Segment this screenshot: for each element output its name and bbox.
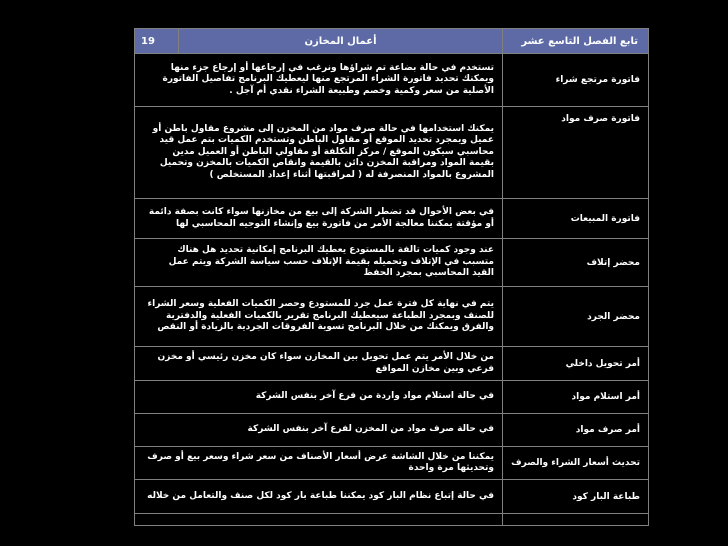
row-term: محضر إتلاف	[503, 239, 649, 287]
row-description: في حالة إتباع نظام البار كود يمكننا طباعة بار كود لكل صنف والتعامل من خلاله	[135, 480, 503, 514]
row-description: عند وجود كميات تالفة بالمستودع يعطيك البرنامج إمكانية تحديد هل هناك متسبب في الإتلاف وتحميله بقيمة الإتلاف حسب سياسة الشركة ويتم عمل القيد المحاسبي بمجرد الحفظ	[135, 239, 503, 287]
table-row	[135, 287, 649, 347]
table-row	[135, 414, 649, 447]
document-table	[134, 28, 649, 526]
empty-cell	[503, 514, 649, 526]
chapter-title: تابع الفصل التاسع عشر	[503, 29, 649, 54]
row-description: تستخدم في حالة بضاعة تم شراؤها ونرغب في إرجاعها أو إرجاع جزء منها ويمكنك تحديد فاتورة الشراء المرتجع منها ليعطيك البرنامج تفاصيل الفاتورة الأصلية من سعر وكمية وخصم وطبيعة الشراء نقدي أم آجل .	[135, 54, 503, 107]
empty-row	[135, 514, 649, 526]
table-row	[135, 381, 649, 414]
row-term: أمر تحويل داخلي	[503, 347, 649, 381]
row-term: تحديث أسعار الشراء والصرف	[503, 447, 649, 480]
section-title: أعمال المخازن	[179, 29, 503, 54]
empty-cell	[135, 514, 503, 526]
row-description: من خلال الأمر يتم عمل تحويل بين المخازن سواء كان مخزن رئيسي أو مخزن فرعي وبين مخازن المواقع	[135, 347, 503, 381]
row-term: فاتورة صرف مواد	[503, 107, 649, 199]
table-row	[135, 447, 649, 480]
row-term: محضر الجرد	[503, 287, 649, 347]
row-term: فاتورة المبيعات	[503, 199, 649, 239]
row-description: يمكنك استخدامها في حالة صرف مواد من المخزن إلى مشروع مقاول باطن أو عميل ويمجرد تحديد الموقع أو مقاول الباطن وتستخدم الكميات بتم عمل قيد محاسبي سيكون الموقع / مركز التكلفة أو مقاولي الباطن أو العميل مدين بقيمة المواد ومراقبة المخزن دائن بالقيمة وانقاص الكميات بالمخزن وتحميل المشروع بالمواد المنصرفة له ( لمراقبتها أثناء إعداد المستخلص )	[135, 107, 503, 199]
table-row	[135, 480, 649, 514]
row-description: في بعض الأحوال قد تضطر الشركة إلى بيع من مخازنها سواء كانت بصفة دائمة أو مؤقتة يمكننا معالجة الأمر من فاتورة بيع وإنشاء التوجيه المحاسبي لها	[135, 199, 503, 239]
row-term: أمر استلام مواد	[503, 381, 649, 414]
table-row	[135, 199, 649, 239]
header-row	[135, 29, 649, 54]
table-row	[135, 239, 649, 287]
table-row	[135, 107, 649, 199]
row-description: يمكننا من خلال الشاشة عرض أسعار الأصناف من سعر شراء وسعر بيع أو صرف وتحديثها مرة واحدة	[135, 447, 503, 480]
row-description: في حالة استلام مواد واردة من فرع آخر بنفس الشركة	[135, 381, 503, 414]
table-row	[135, 347, 649, 381]
row-term: فاتورة مرتجع شراء	[503, 54, 649, 107]
table-row	[135, 54, 649, 107]
row-term: أمر صرف مواد	[503, 414, 649, 447]
row-description: يتم في نهاية كل فترة عمل جرد للمستودع وحصر الكميات الفعلية وسعر الشراء للصنف وبمجرد الطباعة سيعطيك البرنامج تقرير بالكميات الفعلية والدفترية والفرق ويمكنك من خلال البرنامج تسوية الفروقات الجردية بالزيادة أو النقص	[135, 287, 503, 347]
row-term: طباعة البار كود	[503, 480, 649, 514]
row-description: في حالة صرف مواد من المخزن لفرع آخر بنفس الشركة	[135, 414, 503, 447]
page-number: 19	[135, 29, 179, 54]
